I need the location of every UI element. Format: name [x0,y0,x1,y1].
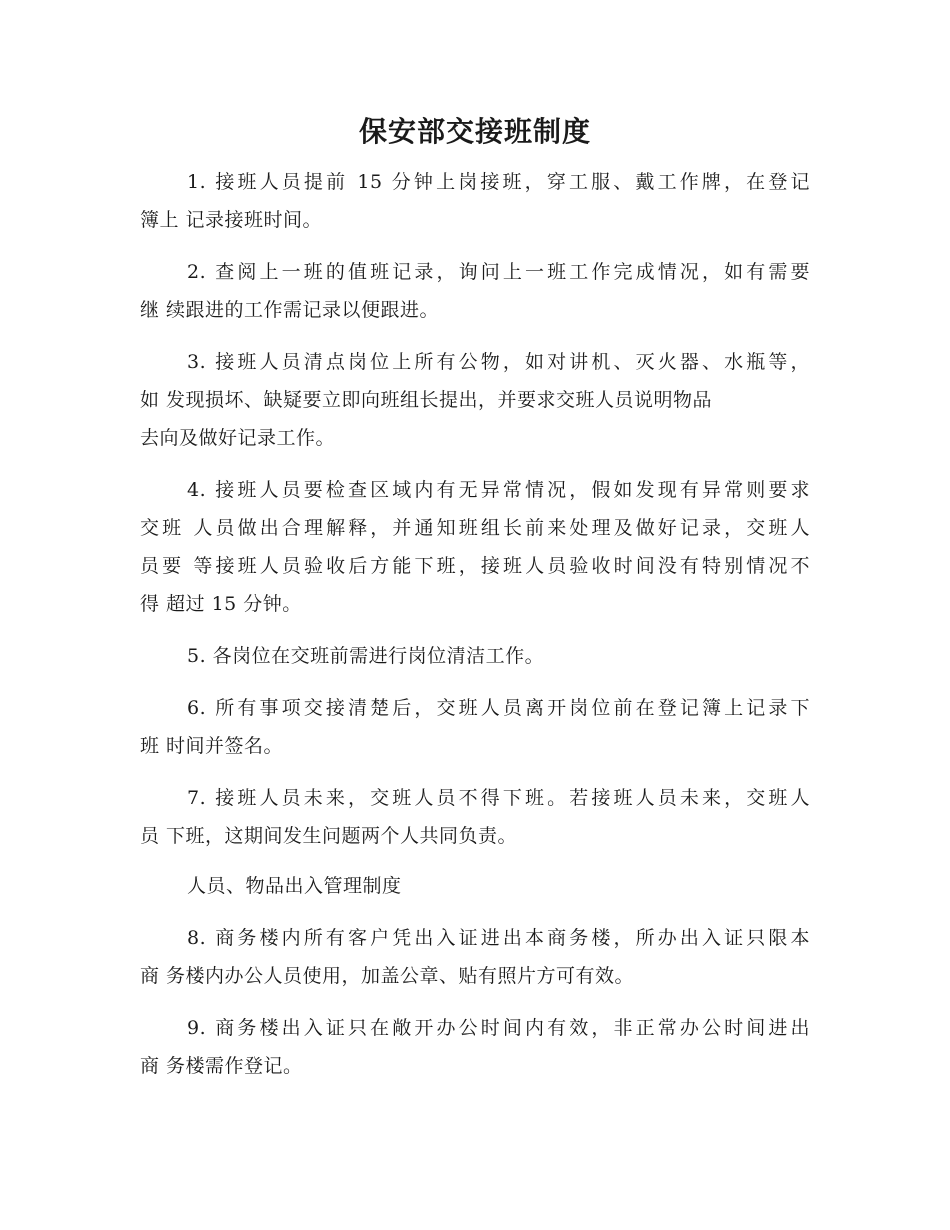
paragraph-2-line-1: 2. 查阅上一班的值班记录，询问上一班工作完成情况，如有需要 [187,261,810,283]
paragraph-8-line-1: 8. 商务楼内所有客户凭出入证进出本商务楼，所办出入证只限本 [187,927,810,949]
paragraph-5-line-1: 5. 各岗位在交班前需进行岗位清洁工作。 [187,645,545,667]
paragraph-1-line-2: 簿上 记录接班时间。 [140,209,323,231]
paragraph-9-line-1: 9. 商务楼出入证只在敞开办公时间内有效，非正常办公时间进出 [187,1017,810,1039]
paragraph-9-line-2: 商 务楼需作登记。 [140,1055,303,1077]
paragraph-7-line-2: 员 下班，这期间发生问题两个人共同负责。 [140,825,518,847]
paragraph-2-line-2: 继 续跟进的工作需记录以便跟进。 [140,299,440,321]
paragraph-3-line-3: 去向及做好记录工作。 [140,427,336,449]
section-heading: 人员、物品出入管理制度 [187,875,402,897]
paragraph-1-line-1: 1. 接班人员提前 15 分钟上岗接班，穿工服、戴工作牌，在登记 [187,171,810,193]
paragraph-6-line-1: 6. 所有事项交接清楚后，交班人员离开岗位前在登记簿上记录下 [187,697,810,719]
paragraph-6-line-2: 班 时间并签名。 [140,735,284,757]
paragraph-4-line-2: 交班 人员做出合理解释，并通知班组长前来处理及做好记录，交班人 [140,517,810,539]
paragraph-3-line-1: 3. 接班人员清点岗位上所有公物，如对讲机、灭火器、水瓶等， [187,351,810,373]
paragraph-4-line-1: 4. 接班人员要检查区域内有无异常情况，假如发现有异常则要求 [187,479,810,501]
paragraph-4-line-4: 得 超过 15 分钟。 [140,593,302,615]
paragraph-3-line-2: 如 发现损坏、缺疑要立即向班组长提出，并要求交班人员说明物品 [140,389,713,411]
paragraph-4-line-3: 员要 等接班人员验收后方能下班，接班人员验收时间没有特别情况不 [140,555,810,577]
paragraph-7-line-1: 7. 接班人员未来，交班人员不得下班。若接班人员未来，交班人 [187,787,810,809]
document-title: 保安部交接班制度 [358,115,591,148]
paragraph-8-line-2: 商 务楼内办公人员使用，加盖公章、贴有照片方可有效。 [140,965,635,987]
